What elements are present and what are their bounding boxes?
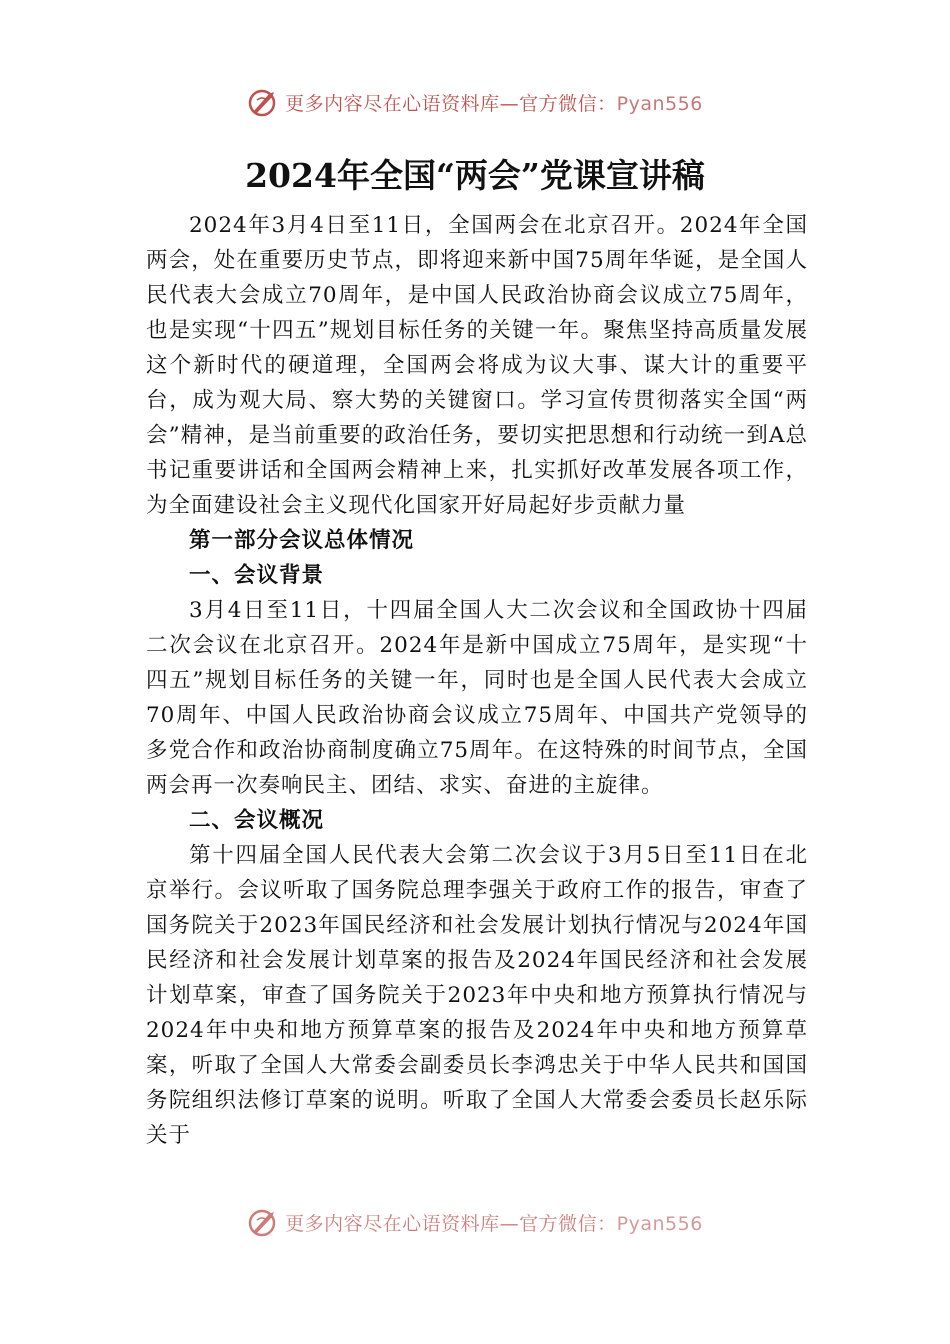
header-watermark <box>0 82 950 122</box>
section2-paragraph: 第十四届全国人民代表大会第二次会议于3月5日至11日在北京举行。会议听取了国务院总理李强关于政府工作的报告，审查了国务院关于2023年国民经济和社会发展计划执行情况与2024年国民经济和社会发展计划草案的报告及2024年国民经济和社会发展计划草案，审查了国务院关于2023年中央和地方预算执行情况与2024年中央和地方预算草案的报告及2024年中央和地方预算草案，听取了全国人大常委会副委员长李鸿忠关于中华人民共和国国务院组织法修订草案的说明。听取了全国人大常委会委员长赵乐际关于 <box>146 843 808 1148</box>
section2-heading: 二、会议概况 <box>189 808 325 833</box>
footer-watermark <box>0 1202 950 1242</box>
section1-paragraph: 3月4日至11日，十四届全国人大二次会议和全国政协十四届二次会议在北京召开。2024年是新中国成立75周年，是实现“十四五”规划目标任务的关键一年，同时也是全国人民代表大会成立70周年、中国人民政治协商会议成立75周年、中国共产党领导的多党合作和政治协商制度确立75周年。在这特殊的时间节点，全国两会再一次奏响民主、团结、求实、奋进的主旋律。 <box>146 598 808 798</box>
part1-heading: 第一部分会议总体情况 <box>189 528 415 553</box>
document-title: 2024年全国“两会”党课宣讲稿 <box>245 156 705 195</box>
watermark-text: 更多内容尽在心语资料库—官方微信：Pyan556 <box>285 92 703 115</box>
pen-logo-icon <box>247 86 279 118</box>
document-body <box>146 208 808 1153</box>
watermark-text: 更多内容尽在心语资料库—官方微信：Pyan556 <box>285 1212 703 1235</box>
pen-logo-icon <box>247 1206 279 1238</box>
intro-paragraph: 2024年3月4日至11日，全国两会在北京召开。2024年全国两会，处在重要历史节点，即将迎来新中国75周年华诞，是全国人民代表大会成立70周年，是中国人民政治协商会议成立75周年，也是实现“十四五”规划目标任务的关键一年。聚焦坚持高质量发展这个新时代的硬道理，全国两会将成为议大事、谋大计的重要平台，成为观大局、察大势的关键窗口。学习宣传贯彻落实全国“两会”精神，是当前重要的政治任务，要切实把思想和行动统一到A总书记重要讲话和全国两会精神上来，扎实抓好改革发展各项工作，为全面建设社会主义现代化国家开好局起好步贡献力量 <box>146 213 808 518</box>
section1-heading: 一、会议背景 <box>189 563 325 588</box>
